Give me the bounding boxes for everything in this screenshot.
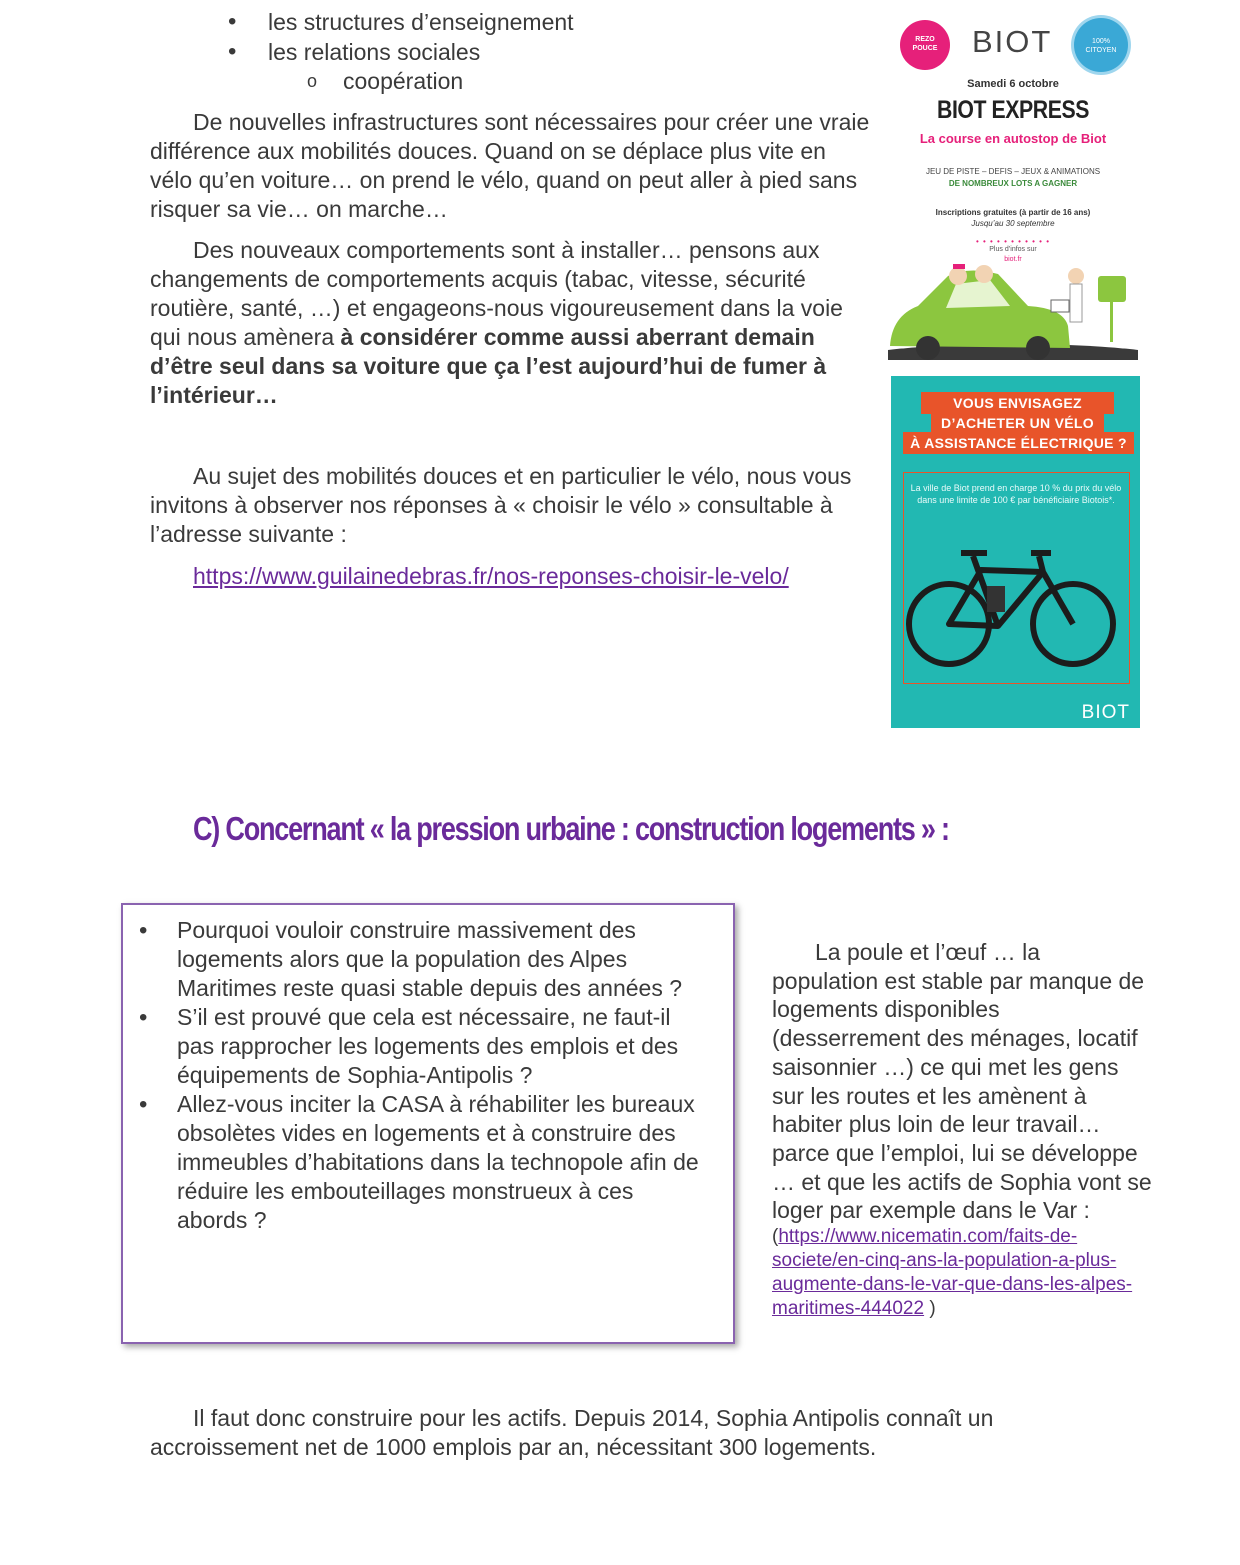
paragraph-emphasis: à considérer comme aussi aberrant demain d’être seul dans sa voiture que ça l’est aujourd’hui de fumer à l’intérieur… [150, 324, 827, 408]
flyer-title: BIOT EXPRESS [937, 96, 1089, 124]
section-heading: C) Concernant « la pression urbaine : construction logements » : [193, 810, 949, 847]
response-text: La poule et l’œuf … la population est stable par manque de logements disponibles (desserrement des ménages, locatif saisonnier …) ce qui met les gens sur les routes et les amènent à habiter plus loin de leur travail… parce que l’emploi, lui se développe … et que les actifs de Sophia vont se loger par exemple dans le Var : [772, 939, 1152, 1224]
flyer-line: Jusqu’au 30 septembre [971, 219, 1055, 228]
questions-list [139, 916, 709, 1235]
biot-logo: BIOT [972, 24, 1053, 59]
questions-box [121, 903, 735, 1344]
response-column [772, 938, 1152, 1321]
list-item: • S’il est prouvé que cela est nécessaire, ne faut-il pas rapprocher les logements des emplois et des équipements de Sophia-Antipolis ? [139, 1003, 709, 1090]
paragraph-comportements [150, 236, 870, 410]
dotted-line: • • • • • • • • • • • [975, 237, 1051, 246]
biot-express-flyer [888, 12, 1138, 360]
flyer-line: Plus d’infos sur [989, 246, 1037, 253]
flyer-banner: À ASSISTANCE ÉLECTRIQUE ? [903, 432, 1134, 454]
flyer-line: biot.fr [1004, 256, 1022, 263]
paragraph-conclusion: Il faut donc construire pour les actifs. Depuis 2014, Sophia Antipolis connaît un accroissement net de 1000 emplois par an, nécessitant 300 logements. [150, 1405, 994, 1460]
list-item: • Pourquoi vouloir construire massivement des logements alors que la population des Alpes Maritimes reste quasi stable depuis des années ? [139, 916, 709, 1003]
list-item: • les structures d’enseignement [195, 8, 845, 38]
electric-bike-flyer [891, 376, 1140, 728]
flyer-line: DE NOMBREUX LOTS A GAGNER [948, 179, 1078, 188]
sub-list-item: o coopération [195, 67, 845, 97]
citoyen-logo: 100% CITOYEN [1074, 18, 1128, 72]
car-illustration [888, 256, 1138, 360]
link-nicematin[interactable]: https://www.nicematin.com/faits-de-societe/en-cinq-ans-la-population-a-plus-augmente-dans-le-var-que-dans-les-alpes-maritimes-444022 [772, 1226, 1133, 1320]
paragraph-velo: Au sujet des mobilités douces et en particulier le vélo, nous vous invitons à observer nos réponses à « choisir le vélo » consultable à l’adresse suivante : [150, 463, 852, 547]
biot-logo: BIOT [1081, 702, 1130, 723]
top-bullet-list [195, 8, 845, 97]
flyer-subtitle: La course en autostop de Biot [919, 131, 1107, 146]
response-source: (https://www.nicematin.com/faits-de-societe/en-cinq-ans-la-population-a-plus-augmente-dans-le-var-que-dans-les-alpes-maritimes-444022 ) [772, 1226, 1133, 1320]
flyer-body: La ville de Biot prend en charge 10 % du prix du vélo dans une limite de 100 € par bénéficiaire Biotois*. [910, 483, 1122, 505]
flyer-line: JEU DE PISTE – DEFIS – JEUX & ANIMATIONS [925, 167, 1101, 176]
flyer-date: Samedi 6 octobre [967, 78, 1059, 90]
list-item: • Allez-vous inciter la CASA à réhabiliter les bureaux obsolètes vides en logements et à construire des immeubles d’habitations dans la technopole afin de réduire les embouteillages monstrueux à ces abords ? [139, 1090, 709, 1235]
bike-icon [903, 536, 1128, 676]
flyer-banner: VOUS ENVISAGEZ [921, 392, 1114, 414]
fine-print [901, 694, 961, 716]
paragraph-infrastructures: De nouvelles infrastructures sont nécessaires pour créer une vraie différence aux mobilités douces. Quand on se déplace plus vite en vélo qu’en voiture… on prend le vélo, quand on peut aller à pied sans risquer sa vie… on marche… [150, 109, 870, 222]
flyer-banner: D’ACHETER UN VÉLO [931, 412, 1104, 434]
list-item: • les relations sociales [195, 38, 845, 68]
flyer-line: Inscriptions gratuites (à partir de 16 ans) [935, 208, 1091, 217]
rezo-pouce-logo: REZO POUCE [900, 20, 950, 70]
paragraph-text: Des nouveaux comportements sont à installer… pensons aux changements de comportements acquis (tabac, vitesse, sécurité routière, santé, …) et engageons-nous vigoureusement dans la voie qui nous amènera [150, 237, 843, 350]
link-choisir-le-velo[interactable]: https://www.guilainedebras.fr/nos-reponses-choisir-le-velo/ [193, 563, 789, 589]
